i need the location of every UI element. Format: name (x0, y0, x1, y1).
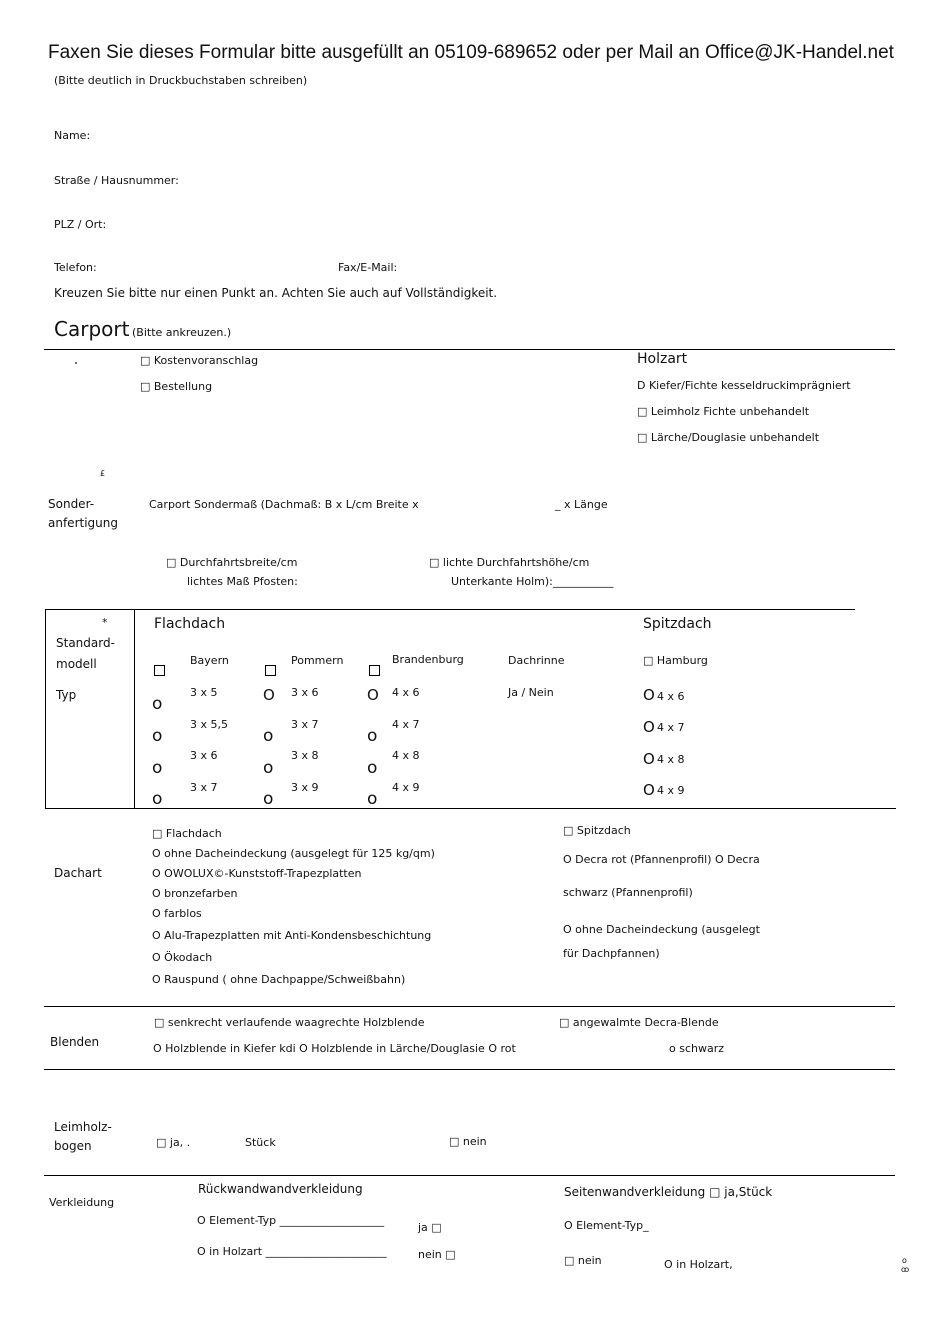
dachart-option-flachdach[interactable]: □ Flachdach (152, 827, 222, 840)
bayern-radio-4[interactable]: o (152, 789, 163, 809)
hamburg-option[interactable]: □ Hamburg (643, 654, 708, 667)
leimholz-nein-option[interactable]: □ nein (449, 1135, 487, 1148)
holzart-title: Holzart (637, 351, 688, 367)
seitenwand-element-typ[interactable]: O Element-Typ_ (564, 1219, 649, 1232)
dachart-option-ohne[interactable]: O ohne Dacheindeckung (ausgelegt für 125 kg/qm) (152, 847, 435, 860)
dachart-pfannen-text: für Dachpfannen) (563, 947, 660, 960)
plz-label: PLZ / Ort: (54, 218, 107, 231)
holz-option-kiefer[interactable]: D Kiefer/Fichte kesseldruckimprägniert (637, 379, 851, 392)
brandenburg-radio-3[interactable]: o (367, 758, 378, 778)
hamburg-radio-1[interactable]: O (643, 686, 655, 704)
hamburg-size-4: 4 x 9 (657, 784, 685, 797)
blenden-option-holzblende[interactable]: O Holzblende in Kiefer kdi O Holzblende in Lärche/Douglasie O rot (153, 1042, 516, 1055)
bayern-label: Bayern (190, 654, 229, 667)
star-mark: * (102, 616, 108, 629)
rueckwand-title: Rückwandwandverkleidung (198, 1182, 363, 1196)
instruction-text: Kreuzen Sie bitte nur einen Punkt an. Achten Sie auch auf Vollständigkeit. (54, 286, 498, 300)
dachart-option-oekodach[interactable]: O Ökodach (152, 951, 213, 964)
hamburg-radio-2[interactable]: O (643, 718, 655, 736)
seitenwand-nein-option[interactable]: □ nein (564, 1254, 602, 1267)
pommern-size-2: 3 x 7 (291, 718, 319, 731)
brandenburg-radio-1[interactable]: O (367, 686, 379, 704)
seitenwand-holzart[interactable]: O in Holzart, (664, 1258, 733, 1271)
pommern-radio-4[interactable]: o (263, 789, 274, 809)
dachart-decra-schwarz: schwarz (Pfannenprofil) (563, 886, 693, 899)
brandenburg-radio-4[interactable]: o (367, 789, 378, 809)
pommern-checkbox[interactable] (265, 665, 276, 676)
standard-label: Standard- (56, 636, 115, 650)
spitzdach-title: Spitzdach (643, 616, 712, 632)
verkleidung-label: Verkleidung (49, 1196, 115, 1209)
leimholz-label: Leimholz- (54, 1120, 112, 1134)
rueckwand-ja-option[interactable]: ja □ (418, 1221, 442, 1234)
brandenburg-label: Brandenburg (392, 653, 464, 666)
brandenburg-radio-2[interactable]: o (367, 726, 378, 746)
bayern-checkbox[interactable] (154, 665, 165, 676)
dachart-option-alu[interactable]: O Alu-Trapezplatten mit Anti-Kondensbeschichtung (152, 929, 432, 942)
dachart-option-ohne-pfannen[interactable]: O ohne Dacheindeckung (ausgelegt (563, 923, 760, 936)
bayern-radio-3[interactable]: o (152, 758, 163, 778)
rueckwand-element-typ[interactable]: O Element-Typ ___________________ (197, 1214, 385, 1227)
bayern-radio-1[interactable]: o (152, 694, 163, 714)
dachrinne-label: Dachrinne (508, 654, 565, 667)
pommern-size-1: 3 x 6 (291, 686, 319, 699)
rueckwand-nein-option[interactable]: nein □ (418, 1248, 456, 1261)
pfosten-text: lichtes Maß Pfosten: (187, 575, 298, 588)
brandenburg-size-2: 4 x 7 (392, 718, 420, 731)
rueckwand-holzart[interactable]: O in Holzart ______________________ (197, 1245, 387, 1258)
leimholz-stueck: Stück (245, 1136, 276, 1149)
leimholz-ja-option[interactable]: □ ja, . (156, 1136, 191, 1149)
page-subtitle: (Bitte deutlich in Druckbuchstaben schreiben) (54, 74, 308, 87)
pommern-size-3: 3 x 8 (291, 749, 319, 762)
blenden-label: Blenden (50, 1035, 100, 1049)
blenden-option-decra[interactable]: □ angewalmte Decra-Blende (559, 1016, 719, 1029)
holz-option-leimholz[interactable]: □ Leimholz Fichte unbehandelt (637, 405, 810, 418)
carport-title: Carport (54, 317, 130, 341)
brandenburg-size-4: 4 x 9 (392, 781, 420, 794)
dachart-option-decra[interactable]: O Decra rot (Pfannenprofil) O Decra (563, 853, 760, 866)
dachart-option-bronze[interactable]: O bronzefarben (152, 887, 238, 900)
pommern-label: Pommern (291, 654, 344, 667)
bayern-size-1: 3 x 5 (190, 686, 218, 699)
divider (44, 349, 895, 350)
pommern-radio-1[interactable]: O (263, 686, 275, 704)
divider (134, 609, 135, 809)
hamburg-size-3: 4 x 8 (657, 753, 685, 766)
brandenburg-checkbox[interactable] (369, 665, 380, 676)
hamburg-radio-4[interactable]: O (643, 781, 655, 799)
divider (45, 808, 896, 809)
holz-option-laerche[interactable]: □ Lärche/Douglasie unbehandelt (637, 431, 820, 444)
carport-hint: (Bitte ankreuzen.) (132, 326, 232, 339)
dachart-option-owolux[interactable]: O OWOLUX©-Kunststoff-Trapezplatten (152, 867, 362, 880)
kostenvoranschlag-option[interactable]: □ Kostenvoranschlag (140, 354, 259, 367)
blenden-option-senkrecht[interactable]: □ senkrecht verlaufende waagrechte Holzblende (154, 1016, 425, 1029)
dachart-label: Dachart (54, 866, 102, 880)
dachart-option-spitzdach[interactable]: □ Spitzdach (563, 824, 631, 837)
bayern-size-2: 3 x 5,5 (190, 718, 228, 731)
dachart-option-farblos[interactable]: O farblos (152, 907, 202, 920)
sonder-label-2: anfertigung (48, 516, 118, 530)
divider (44, 1006, 895, 1007)
dot-mark: ˚ (74, 362, 78, 371)
blenden-option-schwarz[interactable]: o schwarz (669, 1042, 725, 1055)
standard-label-2: modell (56, 657, 97, 671)
corner-mark-2: ꝏ (901, 1265, 910, 1274)
leimholz-label-2: bogen (54, 1139, 92, 1153)
hamburg-radio-3[interactable]: O (643, 750, 655, 768)
durchfahrtsbreite-option[interactable]: □ Durchfahrtsbreite/cm (166, 556, 298, 569)
pommern-radio-3[interactable]: o (263, 758, 274, 778)
brandenburg-size-1: 4 x 6 (392, 686, 420, 699)
divider (45, 609, 855, 610)
pommern-radio-2[interactable]: o (263, 726, 274, 746)
typ-label: Typ (56, 688, 77, 702)
phone-label: Telefon: (54, 261, 97, 274)
seitenwand-title[interactable]: Seitenwandverkleidung □ ja,Stück (564, 1185, 773, 1199)
fax-label: Fax/E-Mail: (338, 261, 398, 274)
holm-text: Unterkante Holm):___________ (451, 575, 614, 588)
corner-mark: o (902, 1256, 907, 1265)
divider (45, 609, 46, 809)
flachdach-title: Flachdach (154, 616, 226, 632)
brandenburg-size-3: 4 x 8 (392, 749, 420, 762)
name-label: Name: (54, 129, 91, 142)
hamburg-size-2: 4 x 7 (657, 721, 685, 734)
pound-mark: £ (100, 469, 106, 478)
hamburg-size-1: 4 x 6 (657, 690, 685, 703)
street-label: Straße / Hausnummer: (54, 174, 179, 187)
bayern-size-4: 3 x 7 (190, 781, 218, 794)
sondermass-text: Carport Sondermaß (Dachmaß: B x L/cm Breite x (149, 498, 419, 511)
durchfahrtshoehe-option[interactable]: □ lichte Durchfahrtshöhe/cm (429, 556, 590, 569)
laenge-text: _ x Länge (555, 498, 608, 511)
pommern-size-4: 3 x 9 (291, 781, 319, 794)
divider (44, 1175, 895, 1176)
dachart-option-rauspund[interactable]: O Rauspund ( ohne Dachpappe/Schweißbahn) (152, 973, 406, 986)
sonder-label: Sonder- (48, 497, 95, 511)
ja-nein-label: Ja / Nein (508, 686, 554, 699)
divider (44, 1069, 895, 1070)
bestellung-option[interactable]: □ Bestellung (140, 380, 213, 393)
bayern-radio-2[interactable]: o (152, 726, 163, 746)
page-title: Faxen Sie dieses Formular bitte ausgefüllt an 05109-689652 oder per Mail an Office@JK-Handel.net (48, 42, 894, 63)
bayern-size-3: 3 x 6 (190, 749, 218, 762)
